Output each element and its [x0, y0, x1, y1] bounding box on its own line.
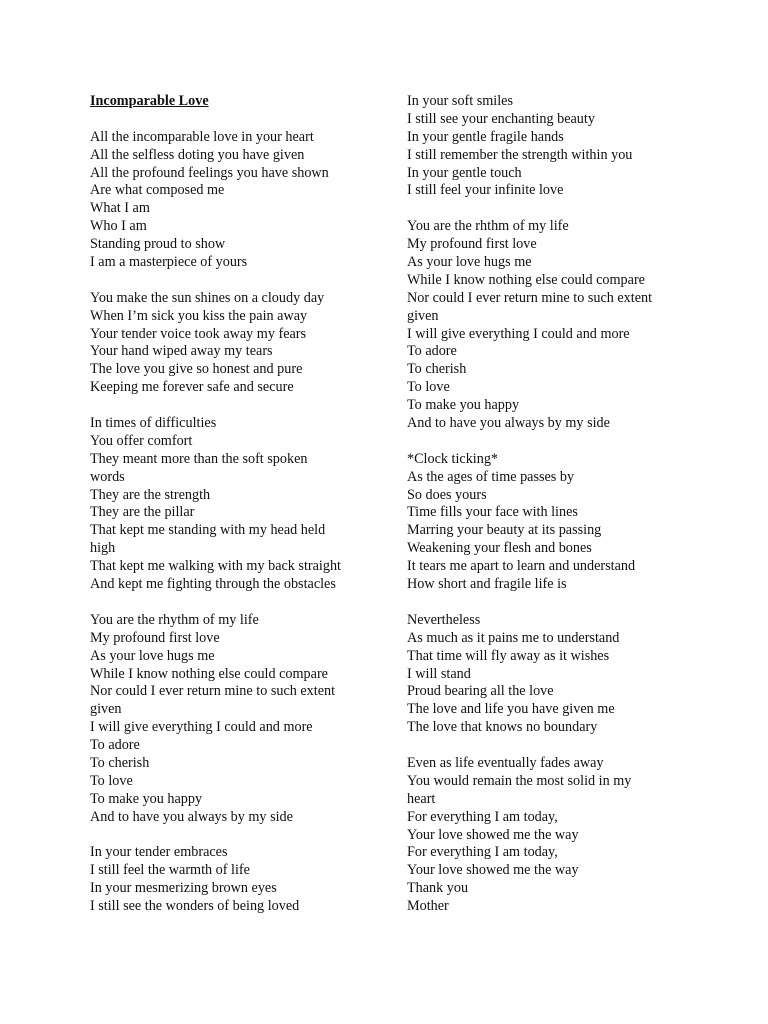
- stanza-gap: [90, 397, 380, 415]
- stanza: [407, 451, 707, 594]
- stanza: [90, 612, 380, 827]
- poem-line: They meant more than the soft spoken: [90, 450, 308, 467]
- poem-line: When I’m sick you kiss the pain away: [90, 307, 308, 324]
- poem-line: They are the strength: [90, 486, 211, 503]
- poem-line: Weakening your flesh and bones: [407, 540, 592, 557]
- poem-line: I still remember the strength within you: [407, 146, 633, 163]
- poem-line: I still feel the warmth of life: [90, 862, 250, 879]
- poem-line: high: [90, 540, 116, 557]
- stanza-gap: [407, 737, 707, 755]
- poem-line: They are the pillar: [90, 504, 195, 521]
- poem-line: In times of difficulties: [90, 415, 217, 432]
- poem-line: I am a masterpiece of yours: [90, 254, 248, 271]
- poem-line: All the selfless doting you have given: [90, 146, 305, 163]
- poem-line: To love: [90, 772, 133, 789]
- poem-line: Your love showed me the way: [407, 862, 579, 879]
- poem-line: I will give everything I could and more: [407, 325, 630, 342]
- poem-line: As the ages of time passes by: [407, 468, 575, 485]
- poem-line: For everything I am today,: [407, 808, 558, 825]
- poem-line: All the incomparable love in your heart: [90, 128, 314, 145]
- stanza-gap: [90, 827, 380, 845]
- poem-line: My profound first love: [90, 629, 220, 646]
- poem-line: Who I am: [90, 218, 147, 235]
- poem-line: You are the rhythm of my life: [90, 611, 259, 628]
- poem-line: words: [90, 468, 125, 485]
- poem-line: While I know nothing else could compare: [90, 665, 328, 682]
- poem-line: Thank you: [407, 880, 469, 897]
- poem-line: Nor could I ever return mine to such extent: [90, 683, 336, 700]
- poem-line: As your love hugs me: [90, 647, 215, 664]
- poem-column-left: [90, 93, 380, 916]
- poem-line: To make you happy: [407, 397, 520, 414]
- poem-line: It tears me apart to learn and understand: [407, 558, 636, 575]
- poem-line: And kept me fighting through the obstacles: [90, 576, 336, 593]
- poem-line: You are the rhthm of my life: [407, 218, 569, 235]
- poem-line: How short and fragile life is: [407, 576, 567, 593]
- poem-line: To love: [407, 379, 450, 396]
- poem-line: I still see your enchanting beauty: [407, 110, 595, 127]
- stanza: [407, 93, 707, 200]
- poem-line: Your love showed me the way: [407, 826, 579, 843]
- poem-line: You would remain the most solid in my: [407, 772, 632, 789]
- poem-line: given: [90, 701, 122, 718]
- right-stanzas: [407, 93, 707, 916]
- poem-line: I still feel your infinite love: [407, 182, 564, 199]
- poem-line: In your gentle fragile hands: [407, 128, 564, 145]
- poem-line: And to have you always by my side: [407, 415, 610, 432]
- poem-line: Are what composed me: [90, 182, 225, 199]
- poem-line: In your soft smiles: [407, 93, 514, 109]
- poem-line: To adore: [90, 737, 140, 754]
- poem-line: Nor could I ever return mine to such extent: [407, 289, 653, 306]
- poem-line: I will give everything I could and more: [90, 719, 313, 736]
- poem-line: You make the sun shines on a cloudy day: [90, 289, 325, 306]
- poem-line: While I know nothing else could compare: [407, 271, 645, 288]
- poem-line: To adore: [407, 343, 457, 360]
- poem-line: To cherish: [407, 361, 467, 378]
- poem-line: given: [407, 307, 439, 324]
- stanza: [407, 612, 707, 737]
- poem-line: I still see the wonders of being loved: [90, 898, 300, 915]
- poem-line: That kept me walking with my back straight: [90, 558, 341, 575]
- poem-line: My profound first love: [407, 236, 537, 253]
- stanza-gap: [90, 111, 380, 129]
- poem-line: The love that knows no boundary: [407, 719, 598, 736]
- poem-line: As much as it pains me to understand: [407, 629, 620, 646]
- poem-line: In your mesmerizing brown eyes: [90, 880, 277, 897]
- poem-line: Proud bearing all the love: [407, 683, 554, 700]
- poem-line: *Clock ticking*: [407, 450, 499, 467]
- poem-title: Incomparable Love: [90, 93, 209, 109]
- poem-line: Mother: [407, 898, 449, 915]
- poem-line: Even as life eventually fades away: [407, 754, 604, 771]
- stanza: [407, 218, 707, 433]
- poem-line: Standing proud to show: [90, 236, 226, 253]
- poem-line: As your love hugs me: [407, 254, 532, 271]
- poem-line: In your tender embraces: [90, 844, 228, 861]
- stanza-gap: [407, 594, 707, 612]
- left-stanzas: [90, 129, 380, 916]
- poem-line: Keeping me forever safe and secure: [90, 379, 294, 396]
- poem-line: What I am: [90, 200, 150, 217]
- poem-line: That time will fly away as it wishes: [407, 647, 610, 664]
- poem-line: heart: [407, 790, 436, 807]
- poem-line: In your gentle touch: [407, 164, 522, 181]
- poem-line: So does yours: [407, 486, 487, 503]
- stanza-gap: [407, 200, 707, 218]
- stanza: [90, 844, 380, 916]
- stanza: [407, 755, 707, 916]
- poem-line: Time fills your face with lines: [407, 504, 578, 521]
- poem-line: Your hand wiped away my tears: [90, 343, 273, 360]
- poem-line: For everything I am today,: [407, 844, 558, 861]
- stanza: [90, 129, 380, 272]
- stanza: [90, 290, 380, 397]
- poem-line: Marring your beauty at its passing: [407, 522, 602, 539]
- stanza-gap: [407, 433, 707, 451]
- stanza-gap: [90, 594, 380, 612]
- poem-line: All the profound feelings you have shown: [90, 164, 329, 181]
- poem-line: Your tender voice took away my fears: [90, 325, 307, 342]
- poem-line: The love you give so honest and pure: [90, 361, 303, 378]
- poem-line: I will stand: [407, 665, 471, 682]
- poem-line: The love and life you have given me: [407, 701, 615, 718]
- poem-line: To cherish: [90, 754, 150, 771]
- poem-line: Nevertheless: [407, 611, 481, 628]
- poem-line: To make you happy: [90, 790, 203, 807]
- poem-line: You offer comfort: [90, 432, 193, 449]
- poem-line: And to have you always by my side: [90, 808, 293, 825]
- poem-line: That kept me standing with my head held: [90, 522, 326, 539]
- poem-column-right: [407, 93, 707, 916]
- stanza: [90, 415, 380, 594]
- stanza-gap: [90, 272, 380, 290]
